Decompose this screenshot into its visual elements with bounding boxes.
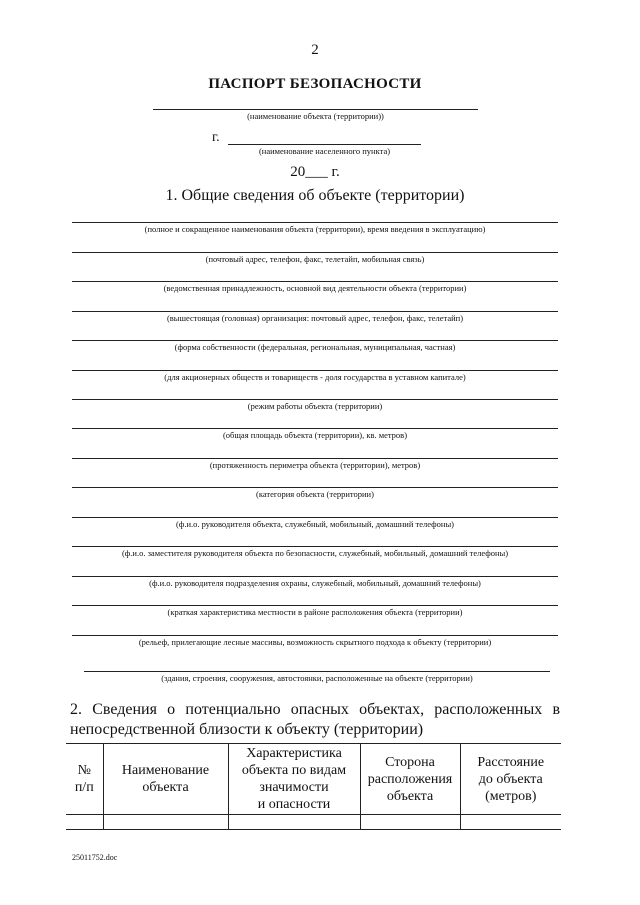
field-line[interactable] [72,635,558,636]
field-line[interactable] [72,222,558,223]
header-characteristic: Характеристика объекта по видам значимости и опасности [228,744,360,815]
table-cell[interactable] [460,815,561,830]
table-cell[interactable] [103,815,228,830]
field-caption: (протяженность периметра объекта (территории), метров) [209,460,421,470]
table-cell[interactable] [66,815,103,830]
table-header-row [66,744,561,815]
field-line[interactable] [72,428,558,429]
field-caption: (ф.и.о. заместителя руководителя объекта по безопасности, служебный, мобильный, домашний телефоны) [121,548,509,558]
year-line: 20___ г. [290,164,340,180]
field-caption: (здания, строения, сооружения, автостоянки, расположенные на объекте (территории) [161,673,473,683]
section1-title: 1. Общие сведения об объекте (территории) [165,187,465,204]
document-title: ПАСПОРТ БЕЗОПАСНОСТИ [208,76,422,92]
field-line[interactable] [72,370,558,371]
field-line[interactable] [72,605,558,606]
section2-title [70,700,560,740]
field-caption: (форма собственности (федеральная, региональная, муниципальная, частная) [174,342,456,352]
field-caption: (рельеф, прилегающие лесные массивы, возможность скрытного подхода к объекту (территории) [138,637,492,647]
field-caption: (общая площадь объекта (территории), кв. метров) [222,430,408,440]
field-line[interactable] [72,487,558,488]
field-line[interactable] [72,311,558,312]
city-prefix: г. [212,130,220,145]
field-caption: (полное и сокращенное наименования объекта (территории), время введения в эксплуатацию) [144,224,486,234]
field-line[interactable] [84,671,550,672]
field-line[interactable] [72,576,558,577]
section2-title-line1: 2. Сведения о потенциально опасных объектах, расположенных в [70,701,560,718]
header-name: Наименование объекта [103,744,228,815]
footer-code: 25011752.doc [72,853,118,862]
object-name-caption: (наименование объекта (территории)) [247,111,384,121]
field-caption: (ф.и.о. руководителя подразделения охраны, служебный, мобильный, домашний телефоны) [149,578,481,588]
field-line[interactable] [72,281,558,282]
table-row [66,815,561,830]
field-caption: (краткая характеристика местности в районе расположения объекта (территории) [167,607,463,617]
section2-title-line2: непосредственной близости к объекту (территории) [70,721,424,738]
table-cell[interactable] [228,815,360,830]
hazard-objects-table [66,743,561,830]
page-number: 2 [311,42,319,58]
field-line[interactable] [72,252,558,253]
field-line[interactable] [72,546,558,547]
locality-line [228,144,421,145]
object-name-line [153,109,478,110]
field-line[interactable] [72,399,558,400]
header-side: Сторона расположения объекта [360,744,460,815]
header-distance: Расстояние до объекта (метров) [460,744,561,815]
field-line[interactable] [72,517,558,518]
field-caption: (ф.и.о. руководителя объекта, служебный, мобильный, домашний телефоны) [176,519,454,529]
field-caption: (вышестоящая (головная) организация: почтовый адрес, телефон, факс, телетайп) [166,313,464,323]
field-caption: (почтовый адрес, телефон, факс, телетайп, мобильная связь) [205,254,425,264]
field-caption: (ведомственная принадлежность, основной вид деятельности объекта (территории) [163,283,467,293]
locality-caption: (наименование населенного пункта) [258,146,391,156]
header-number: № п/п [66,744,103,815]
table-cell[interactable] [360,815,460,830]
field-caption: (режим работы объекта (территории) [247,401,383,411]
field-caption: (категория объекта (территории) [256,489,374,499]
field-line[interactable] [72,458,558,459]
field-line[interactable] [72,340,558,341]
field-caption: (для акционерных обществ и товариществ - доля государства в уставном капитале) [164,372,466,382]
